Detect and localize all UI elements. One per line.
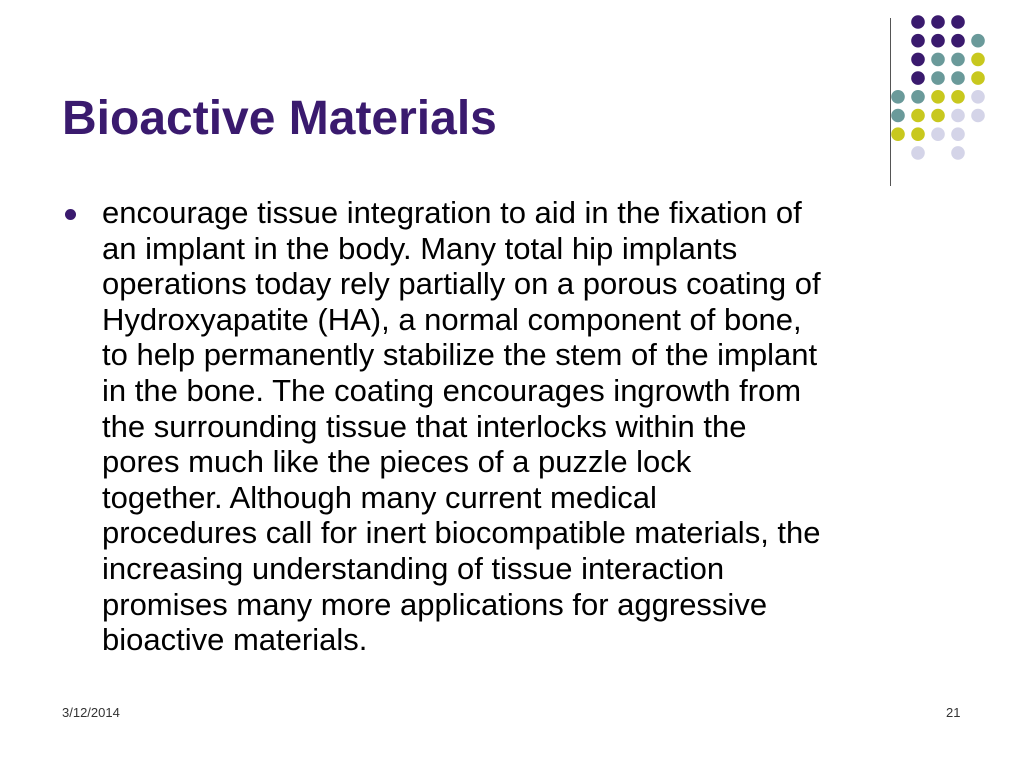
decorative-dot <box>951 146 965 160</box>
decorative-dot <box>911 53 925 67</box>
decorative-dot <box>911 90 925 104</box>
decorative-dot <box>911 34 925 48</box>
decorative-dot <box>951 71 965 85</box>
footer-date: 3/12/2014 <box>62 705 120 720</box>
slide-title: Bioactive Materials <box>62 92 497 145</box>
decorative-dot <box>951 90 965 104</box>
decorative-dot <box>971 90 985 104</box>
decorative-dot <box>911 127 925 141</box>
decorative-dot <box>931 90 945 104</box>
decorative-dot <box>931 15 945 29</box>
decorative-dot <box>891 127 905 141</box>
decorative-dot <box>971 109 985 123</box>
decorative-dot <box>951 109 965 123</box>
decorative-dot <box>911 71 925 85</box>
title-divider-line <box>890 18 891 186</box>
decorative-dot <box>911 146 925 160</box>
decorative-dot <box>971 53 985 67</box>
decorative-dot <box>951 15 965 29</box>
footer-page-number: 21 <box>946 705 961 720</box>
bullet-list <box>62 195 967 658</box>
decorative-dot <box>971 34 985 48</box>
decorative-dot <box>911 15 925 29</box>
decorative-dot <box>951 34 965 48</box>
decorative-dot <box>971 71 985 85</box>
decorative-dot <box>931 34 945 48</box>
bullet-icon <box>65 209 76 220</box>
decorative-dot <box>951 127 965 141</box>
decorative-dot <box>951 53 965 67</box>
decorative-dot <box>891 109 905 123</box>
decorative-dot <box>891 90 905 104</box>
decorative-dot <box>911 109 925 123</box>
decorative-dot <box>931 127 945 141</box>
bullet-text: encourage tissue integration to aid in the fixation of an implant in the body. Many total hip implants operations today rely partially on a porous coating of Hydroxyapatite (HA), a normal component of bone, to help permanently stabilize the stem of the implant in the bone. The coating encourages ingrowth from the surrounding tissue that interlocks within the pores much like the pieces of a puzzle lock together. Although many current medical procedures call for inert biocompatible materials, the increasing understanding of tissue interaction promises many more applications for aggressive bioactive materials. <box>102 195 821 658</box>
decorative-dot <box>931 109 945 123</box>
decorative-dot <box>931 53 945 67</box>
decorative-dot <box>931 71 945 85</box>
bullet-item <box>62 195 967 658</box>
